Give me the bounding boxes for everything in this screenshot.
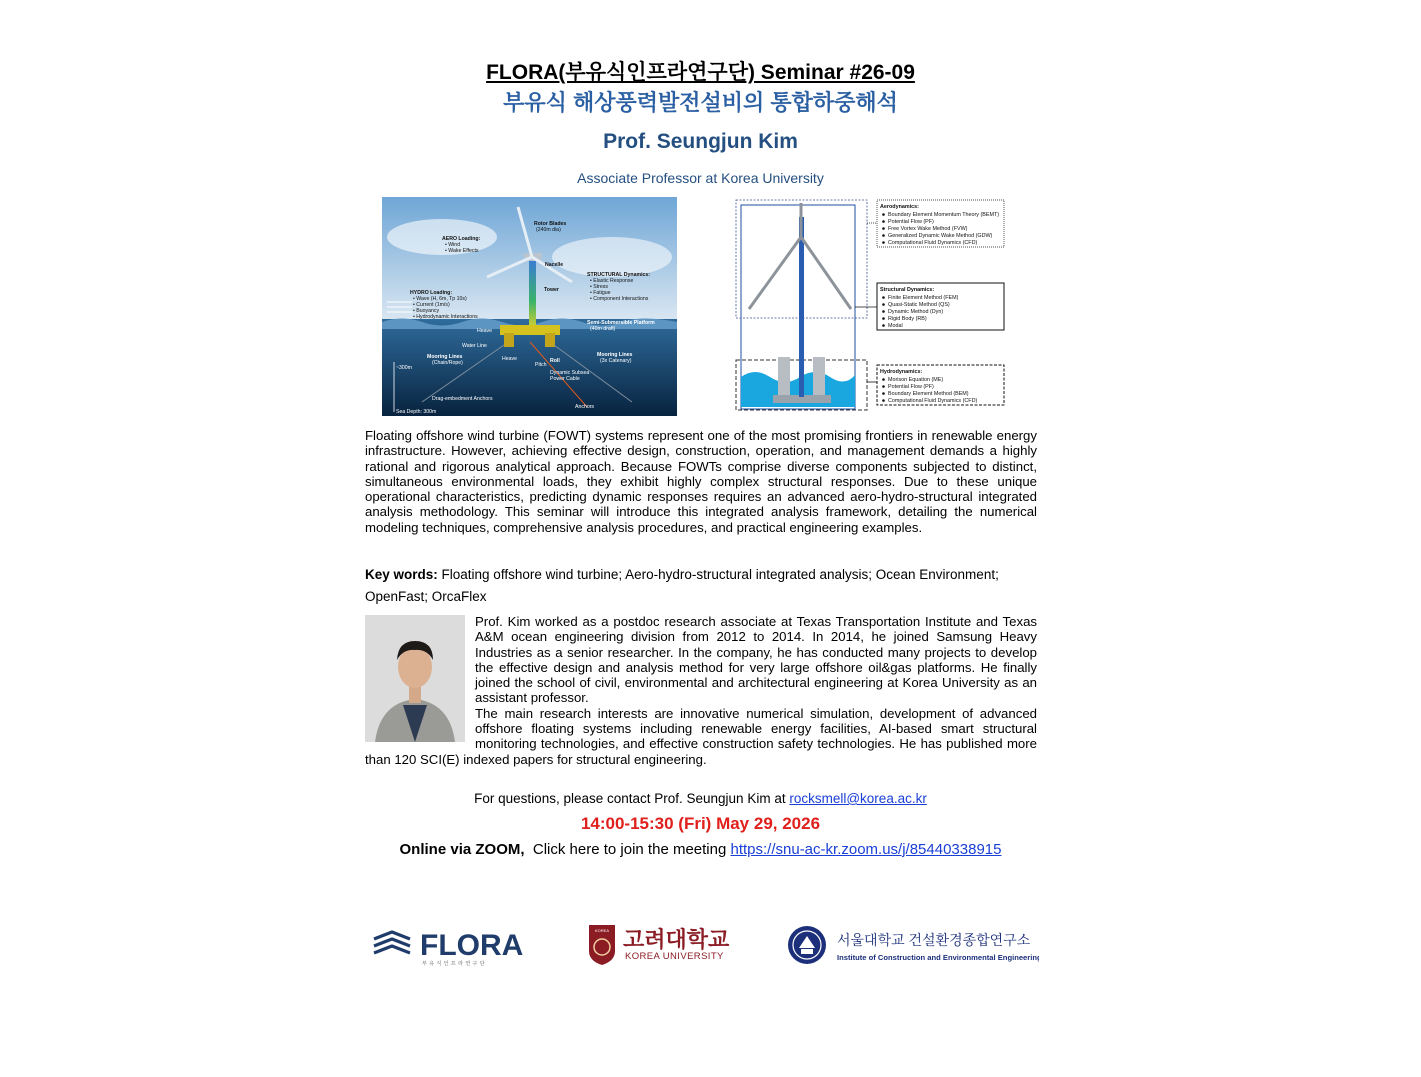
svg-text:(Chain/Rope): (Chain/Rope) [432,360,463,366]
svg-text:Rigid Body (RB): Rigid Body (RB) [888,316,927,322]
svg-text:• Fatigue: • Fatigue [590,290,611,296]
svg-text:• Buoyancy: • Buoyancy [413,308,440,314]
keywords [365,564,1037,608]
seminar-subtitle: 부유식 해상풍력발전설비의 통합하중해석 [503,90,898,115]
svg-text:Morison Equation (ME): Morison Equation (ME) [888,377,944,383]
contact-email-link[interactable]: rocksmell@korea.ac.kr [789,791,927,806]
svg-text:AERO Loading:: AERO Loading: [442,236,481,242]
svg-text:• Wake Effects: • Wake Effects [445,248,479,254]
seminar-title: FLORA(부유식인프라연구단) Seminar #26-09 [486,61,915,84]
fowt-illustration [382,197,677,416]
svg-text:Semi-Submersible Platform: Semi-Submersible Platform [587,320,655,326]
seminar-date: 14:00-15:30 (Fri) May 29, 2026 [580,814,821,833]
svg-text:Free Vortex Wake Method (FVW): Free Vortex Wake Method (FVW) [888,226,968,232]
svg-text:Dynamic Subsea: Dynamic Subsea [550,370,590,376]
contact-line: For questions, please contact Prof. Seungjun Kim at rocksmell@korea.ac.kr [474,791,927,806]
svg-text:Quasi-Static Method (QS): Quasi-Static Method (QS) [888,302,950,308]
svg-text:Boundary Element Method (BEM): Boundary Element Method (BEM) [888,391,969,397]
svg-text:Heave: Heave [502,356,517,362]
svg-text:~300m: ~300m [396,365,413,371]
svg-text:Roll: Roll [550,358,560,364]
svg-text:• Component Interactions: • Component Interactions [590,296,649,302]
svg-text:(40m draft): (40m draft) [590,326,616,332]
svg-text:Generalized Dynamic Wake Metho: Generalized Dynamic Wake Method (GDW) [888,233,993,239]
svg-text:Water Line: Water Line [462,343,487,349]
keywords-text: Floating offshore wind turbine; Aero-hydro-structural integrated analysis; Ocean Environment; OpenFast; OrcaFlex [365,567,999,604]
speaker-name: Prof. Seungjun Kim [603,130,798,153]
svg-text:Rotor Blades: Rotor Blades [534,221,567,227]
svg-text:• Stress: • Stress [590,284,608,290]
svg-text:STRUCTURAL Dynamics:: STRUCTURAL Dynamics: [587,272,651,278]
bio-paragraph-1: Prof. Kim worked as a postdoc research associate at Texas Transportation Institute and Texas A&M ocean engineering division from 2012 to 2014. In 2014, he joined Samsung Heavy Industries as a senior researcher. In the company, he has conducted many projects to develop the effective design and analysis method for very large offshore oil&gas platforms. He finally joined the school of civil, environmental and architectural engineering at Korea University as an assistant professor. [475,614,1037,706]
svg-text:Computational Fluid Dynamics (: Computational Fluid Dynamics (CFD) [888,398,978,404]
svg-text:고려대학교: 고려대학교 [623,927,730,952]
svg-text:• Elastic Response: • Elastic Response [590,278,634,284]
svg-text:Pitch: Pitch [535,362,547,368]
svg-text:Potential Flow (PF): Potential Flow (PF) [888,384,934,390]
svg-text:Tower: Tower [544,287,559,293]
svg-text:Mooring Lines: Mooring Lines [597,352,633,358]
zoom-label: Online via ZOOM, [399,841,525,858]
svg-text:Sea Depth: 300m: Sea Depth: 300m [396,409,437,415]
analysis-framework-diagram [735,197,1007,413]
svg-text:Heave: Heave [477,328,492,334]
svg-text:Boundary Element Momentum Theo: Boundary Element Momentum Theory (BEMT) [888,212,1000,218]
speaker-bio [365,614,1037,767]
flora-logo [372,925,532,972]
svg-text:Modal: Modal [888,323,903,329]
abstract-text: Floating offshore wind turbine (FOWT) systems represent one of the most promising frontiers in renewable energy infrastructure. However, achieving effective design, construction, operation, and management demands a highly rational and rigorous analytical approach. Because FOWTs comprise diverse components subjected to distinct, simultaneous environmental loads, they exhibit highly complex structural responses. Due to these unique operational characteristics, predicting dynamic responses requires an advanced aero-hydro-structural integrated analysis methodology. This seminar will introduce this integrated analysis framework, detailing the numerical modeling techniques, comprehensive analysis procedures, and practical engineering examples. [365,428,1037,535]
svg-text:• Current (1m/s): • Current (1m/s) [413,302,450,308]
svg-text:KOREA UNIVERSITY: KOREA UNIVERSITY [625,951,724,962]
svg-text:Power Cable: Power Cable [550,376,580,382]
svg-text:Institute of Construction and: Institute of Construction and Environmental Engineering [837,953,1039,962]
keywords-label: Key words: [365,567,438,582]
zoom-line: Online via ZOOM, Click here to join the meeting https://snu-ac-kr.zoom.us/j/85440338915 [399,841,1002,858]
svg-text:HYDRO Loading:: HYDRO Loading: [410,290,453,296]
snu-institute-logo [787,924,1039,973]
svg-text:Drag-embedment Anchors: Drag-embedment Anchors [432,396,493,402]
svg-text:부 유 식 인 프 라 연 구 단: 부 유 식 인 프 라 연 구 단 [422,961,486,967]
svg-text:Potential Flow (PF): Potential Flow (PF) [888,219,934,225]
svg-text:Nacelle: Nacelle [545,262,564,268]
svg-text:(240m dia): (240m dia) [536,227,561,233]
svg-text:• Hydrodynamic Interactions: • Hydrodynamic Interactions [413,314,478,320]
svg-text:Finite Element Method (FEM): Finite Element Method (FEM) [888,295,959,301]
bio-paragraph-2: The main research interests are innovative numerical simulation, development of advanced offshore floating systems including renewable energy facilities, AI-based smart structural monitoring technologies, and effective construction safety technologies. He has published more than 120 SCI(E) indexed papers for structural engineering. [365,705,1037,767]
svg-text:Computational Fluid Dynamics (: Computational Fluid Dynamics (CFD) [888,240,978,246]
svg-text:서울대학교 건설환경종합연구소: 서울대학교 건설환경종합연구소 [837,932,1031,948]
speaker-affiliation: Associate Professor at Korea University [577,170,824,186]
svg-text:Structural Dynamics:: Structural Dynamics: [880,287,935,293]
korea-university-logo [587,923,735,972]
svg-text:KOREA: KOREA [594,928,610,933]
zoom-meeting-link[interactable]: https://snu-ac-kr.zoom.us/j/85440338915 [730,841,1002,858]
svg-text:Mooring Lines: Mooring Lines [427,354,463,360]
svg-text:FLORA: FLORA [420,929,524,962]
svg-text:Dynamic Method (Dyn): Dynamic Method (Dyn) [888,309,944,315]
svg-text:Anchors: Anchors [575,404,595,410]
svg-text:(3x Catenary): (3x Catenary) [600,358,632,364]
svg-text:• Wave (H, 6m, Tp 10s): • Wave (H, 6m, Tp 10s) [413,296,467,302]
svg-text:Hydrodynamics:: Hydrodynamics: [880,369,923,375]
svg-text:Aerodynamics:: Aerodynamics: [880,204,919,210]
svg-text:• Wind: • Wind [445,242,461,248]
